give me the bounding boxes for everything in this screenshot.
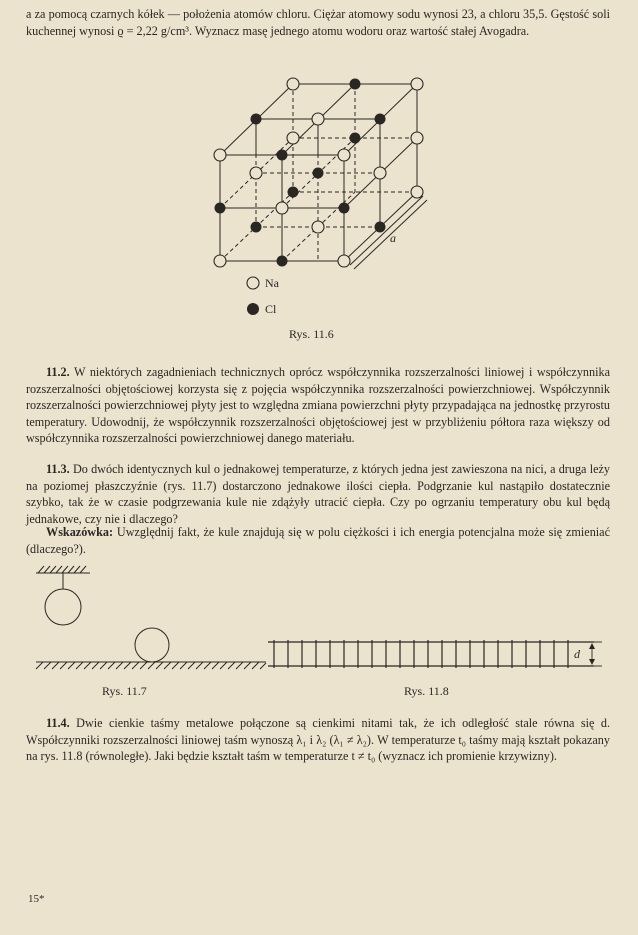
hint-text: Uwzględnij fakt, że kule znajdują się w polu ciężkości i ich energia potencjalna może się zmieniać (dlaczego?). [26, 525, 610, 556]
problem-11-4-text: Dwie cienkie taśmy metalowe połączone są cienkimi nitami tak, że ich odległość stale równa się d. Współczynniki rozszerzalności liniowej taśm wynoszą λ₁ i λ₂ (λ₁ ≠ λ₂). W temperaturze t₀ taśmy mają kształt pokazany na rys. 11.8 (równoległe). Jaki będzie kształt taśm w temperaturze t ≠ t₀ (wyznacz ich promienie krzywizny). [26, 716, 611, 764]
legend-na-label: Na [265, 276, 279, 290]
legend-cl-icon [246, 302, 260, 316]
intro-paragraph: a za pomocą czarnych kółek — położenia atomów chloru. Ciężar atomowy sodu wynosi 23, a chloru 35,5. Gęstość soli kuchennej wynosi ϱ = 2,22 g/cm³. Wyznacz masę jednego atomu wodoru oraz wartość stałej Avogadra. [26, 7, 610, 38]
problem-11-3 [26, 461, 610, 527]
hint-label: Wskazówka: [46, 525, 114, 539]
figure-11-8-strips [268, 630, 608, 680]
figure-11-7-balls [30, 565, 280, 675]
problem-11-4 [26, 715, 610, 765]
hint-paragraph [26, 524, 610, 557]
nacl-lattice-figure [200, 70, 440, 270]
problem-11-3-text: Do dwóch identycznych kul o jednakowej temperaturze, z których jedna jest zawieszona na nici, a druga leży na poziomej płaszczyźnie (rys. 11.7) dostarczono jednakowe ilości ciepła. Podgrzanie kul nastąpiło dostatecznie szybko, tak że w czasie podgrzewania kule nie zdążyły utracić ciepła. Czy po ogrzaniu temperatury obu kul będą jednakowe, czy nie i dlaczego? [26, 462, 611, 526]
figure-11-8-caption: Rys. 11.8 [404, 684, 449, 698]
problem-11-4-number: 11.4. [46, 716, 70, 730]
legend-na-icon [246, 276, 260, 290]
lattice-constant-label: a [390, 231, 396, 245]
figure-11-6-caption: Rys. 11.6 [289, 327, 334, 341]
problem-11-2-text: W niektórych zagadnieniach technicznych oprócz współczynnika rozszerzalności liniowej i współczynnika rozszerzalności objętościowej korzysta się z pojęcia współczynnika rozszerzalności powierzchniowej. Współczynnik rozszerzalności powierzchniowej płyty jest to względna zmiana powierzchni płyty przypadająca na jednostkę przyrostu temperatury. Udowodnij, że współczynnik rozszerzalności objętościowej jest w przybliżeniu półtora raza większy od współczynnika rozszerzalności powierzchniowej danego materiału. [26, 365, 610, 446]
page-number: 15* [28, 893, 45, 905]
legend-cl-label: Cl [265, 302, 277, 316]
problem-11-3-number: 11.3. [46, 462, 70, 476]
figure-11-7-caption: Rys. 11.7 [102, 684, 147, 698]
distance-label: d [574, 647, 580, 661]
problem-11-2 [26, 364, 610, 447]
problem-11-2-number: 11.2. [46, 365, 70, 379]
